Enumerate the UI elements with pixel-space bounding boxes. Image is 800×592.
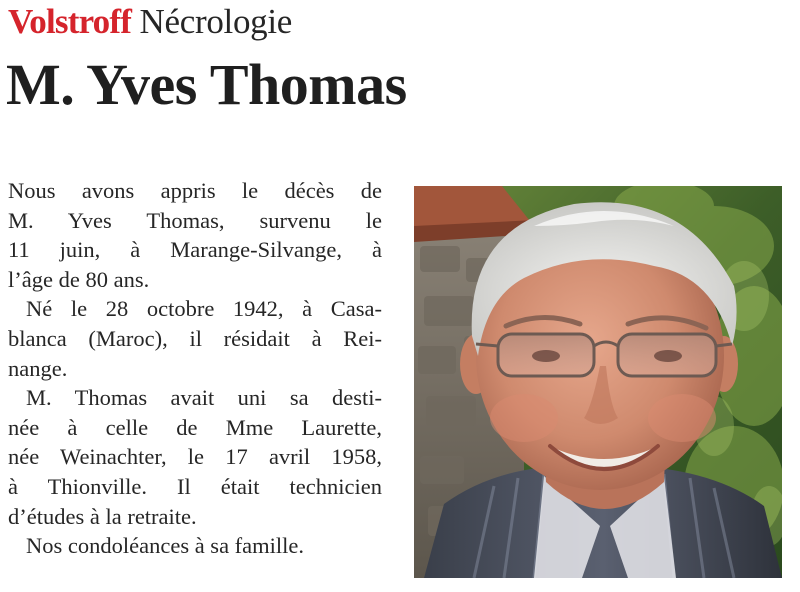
body-line: d’études à la retraite. [8, 503, 197, 529]
location-label: Volstroff [8, 2, 132, 41]
article-title: M. Yves Thomas [6, 52, 407, 117]
article-body [8, 176, 382, 561]
body-line: à Thionville. Il était technicien [8, 473, 382, 499]
body-line: née à celle de Mme Laurette, [8, 414, 382, 440]
body-line: M. Thomas avait uni sa desti- [26, 385, 382, 411]
article-kicker [8, 2, 292, 42]
body-line: blanca (Maroc), il résidait à Rei- [8, 325, 382, 351]
body-line: l’âge de 80 ans. [8, 266, 150, 292]
body-line: Né le 28 octobre 1942, à Casa- [26, 296, 382, 322]
body-line: Nos condoléances à sa famille. [26, 533, 305, 559]
portrait-photo [414, 186, 782, 578]
body-line: 11 juin, à Marange-Silvange, à [8, 237, 382, 263]
body-line: M. Yves Thomas, survenu le [8, 207, 382, 233]
body-line: nange. [8, 355, 68, 381]
body-line: née Weinachter, le 17 avril 1958, [8, 444, 382, 470]
body-line: Nous avons appris le décès de [8, 178, 382, 203]
section-label: Nécrologie [139, 2, 293, 41]
